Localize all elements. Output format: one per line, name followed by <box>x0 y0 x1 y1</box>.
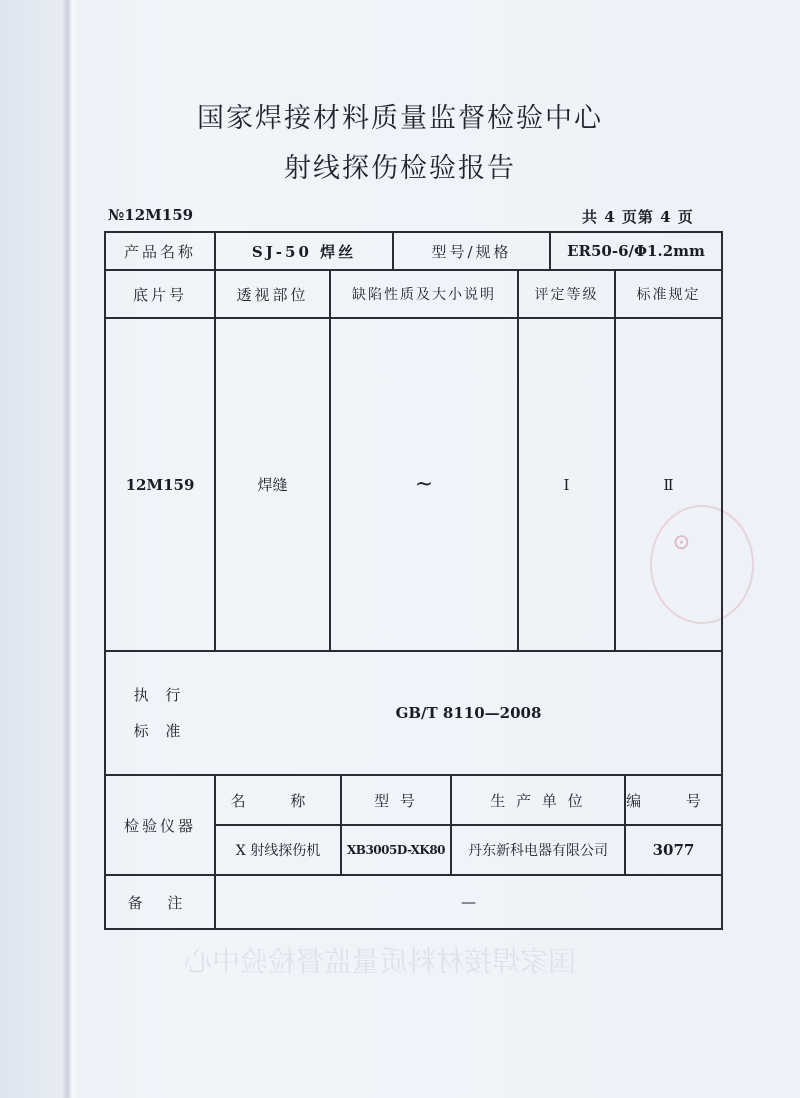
header-film-no: 底片号 <box>132 285 187 304</box>
instrument-header-manufacturer: 生 产 单 位 <box>490 791 586 810</box>
remarks-label: 备 注 <box>127 893 193 912</box>
film-no-value: 12M159 <box>125 475 195 494</box>
table-border-right <box>721 231 723 930</box>
report-title: 射线探伤检验报告 <box>284 153 516 184</box>
execution-standard-label <box>106 652 214 774</box>
instrument-header-serial: 编 号 <box>626 791 721 810</box>
instrument-serial-value: 3077 <box>652 841 695 859</box>
header-standard: 标准规定 <box>636 287 701 303</box>
instrument-name-value: X 射线探伤机 <box>235 843 321 859</box>
execution-standard-label-line2: 标 准 <box>133 722 187 740</box>
execution-standard-label-line1: 执 行 <box>133 686 187 704</box>
defect-value: ~ <box>414 472 434 497</box>
grade-value: Ⅰ <box>563 475 570 494</box>
instrument-header-model: 型 号 <box>374 791 418 810</box>
location-value: 焊缝 <box>257 476 288 494</box>
product-name-value: SJ-50 焊丝 <box>251 242 357 261</box>
show-through-watermark: 国家焊接材料质量监督检验中心 <box>184 945 577 978</box>
instrument-model-value: XB3005D-XK80 <box>346 843 446 857</box>
product-name-label: 产品名称 <box>123 242 196 261</box>
model-value: ER50-6/Φ1.2mm <box>567 242 705 260</box>
model-label: 型号/规格 <box>431 242 512 261</box>
instrument-label: 检验仪器 <box>123 816 196 835</box>
institution-title: 国家焊接材料质量监督检验中心 <box>197 103 603 134</box>
execution-standard-value: GB/T 8110—2008 <box>395 704 542 722</box>
report-number: №12M159 <box>108 206 194 224</box>
instrument-manufacturer-value: 丹东新科电器有限公司 <box>468 843 608 859</box>
page-indicator: 共 4 页第 4 页 <box>582 208 694 226</box>
remarks-value: — <box>461 893 476 911</box>
header-grade: 评定等级 <box>534 287 599 303</box>
header-location: 透视部位 <box>236 285 309 304</box>
table-border-bottom <box>104 928 723 930</box>
seal-fragment-icon: ⊙ <box>668 527 695 558</box>
header-defect: 缺陷性质及大小说明 <box>352 287 496 303</box>
standard-value: Ⅱ <box>663 475 674 494</box>
instrument-header-name: 名 称 <box>230 791 326 810</box>
